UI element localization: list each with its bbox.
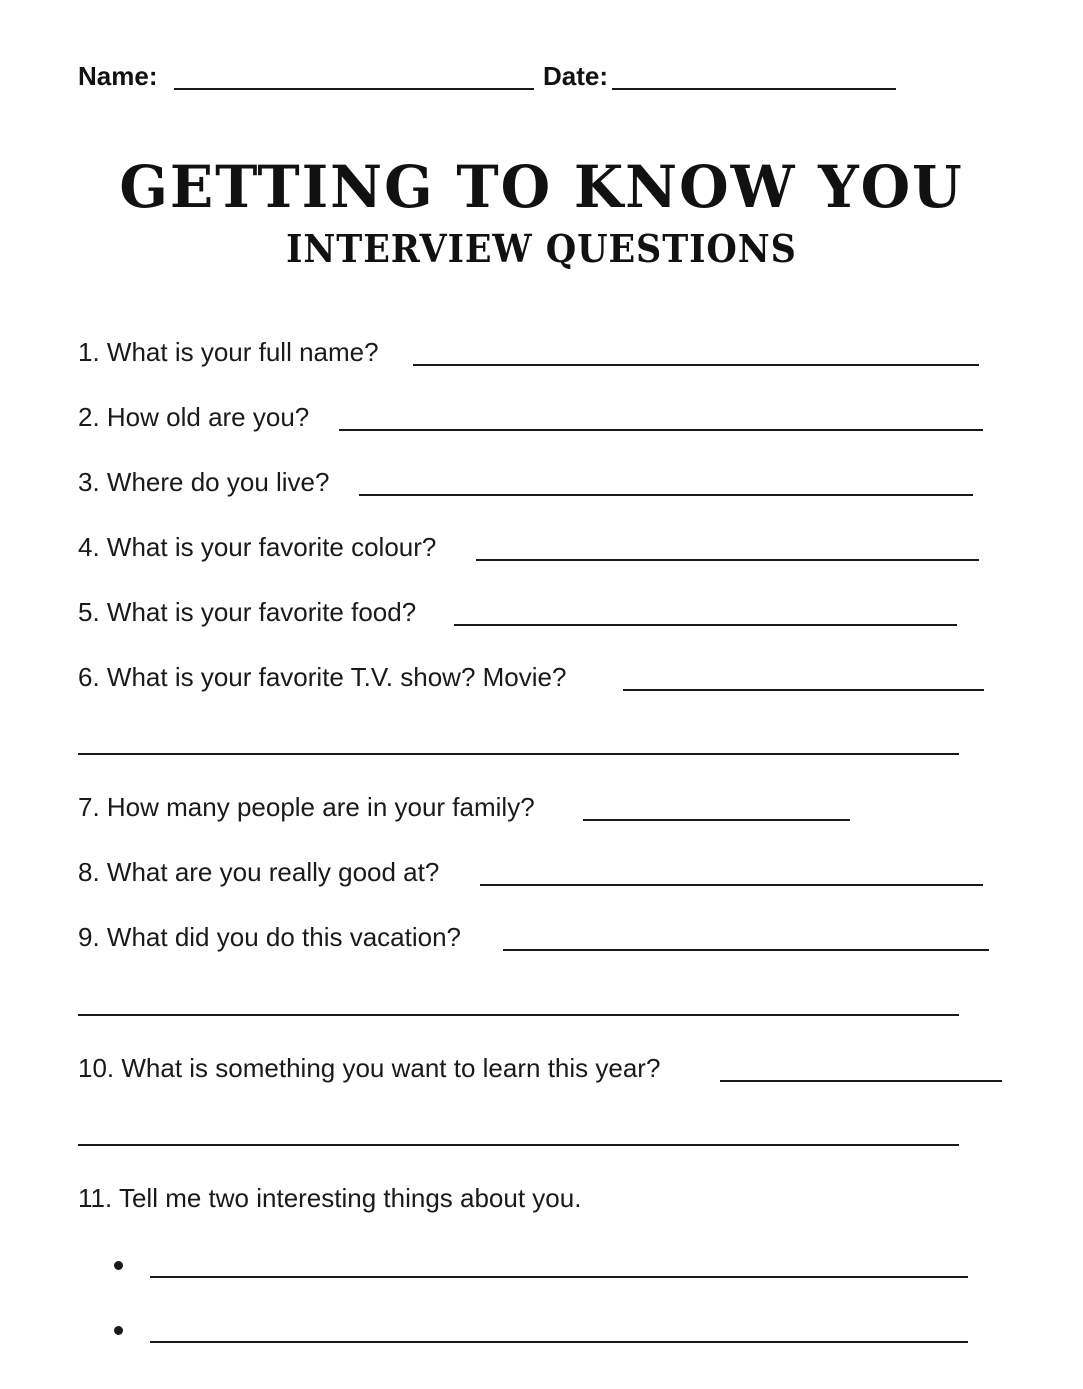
- worksheet-title: GETTING TO KNOW YOU: [119, 153, 964, 221]
- question-3: 3. Where do you live?: [78, 467, 330, 497]
- answer-line-3[interactable]: [359, 494, 973, 496]
- answer-line-5[interactable]: [454, 624, 957, 626]
- answer-line-6[interactable]: [623, 689, 984, 691]
- answer-line-8[interactable]: [480, 884, 983, 886]
- question-2: 2. How old are you?: [78, 402, 310, 432]
- answer-line-2[interactable]: [339, 429, 983, 431]
- name-label: Name:: [78, 61, 158, 91]
- bullet-2: [114, 1326, 123, 1335]
- answer-line-7[interactable]: [583, 819, 850, 821]
- question-5: 5. What is your favorite food?: [78, 597, 417, 627]
- answer-line-1[interactable]: [413, 364, 979, 366]
- answer-line-9-continued[interactable]: [78, 1014, 959, 1016]
- date-label: Date:: [543, 61, 609, 91]
- answer-line-11-a[interactable]: [150, 1276, 968, 1278]
- answer-line-10-continued[interactable]: [78, 1144, 959, 1146]
- question-1: 1. What is your full name?: [78, 337, 379, 367]
- worksheet-subtitle: INTERVIEW QUESTIONS: [286, 226, 797, 271]
- name-answer-line[interactable]: [174, 88, 534, 90]
- answer-line-10[interactable]: [720, 1080, 1002, 1082]
- question-11: 11. Tell me two interesting things about you.: [78, 1183, 582, 1213]
- question-7: 7. How many people are in your family?: [78, 792, 535, 822]
- question-6: 6. What is your favorite T.V. show? Movie?: [78, 662, 567, 692]
- question-8: 8. What are you really good at?: [78, 857, 440, 887]
- answer-line-9[interactable]: [503, 949, 989, 951]
- answer-line-4[interactable]: [476, 559, 979, 561]
- question-4: 4. What is your favorite colour?: [78, 532, 437, 562]
- answer-line-11-b[interactable]: [150, 1341, 968, 1343]
- question-10: 10. What is something you want to learn this year?: [78, 1053, 661, 1083]
- bullet-1: [114, 1261, 123, 1270]
- answer-line-6-continued[interactable]: [78, 753, 959, 755]
- question-9: 9. What did you do this vacation?: [78, 922, 462, 952]
- date-answer-line[interactable]: [612, 88, 896, 90]
